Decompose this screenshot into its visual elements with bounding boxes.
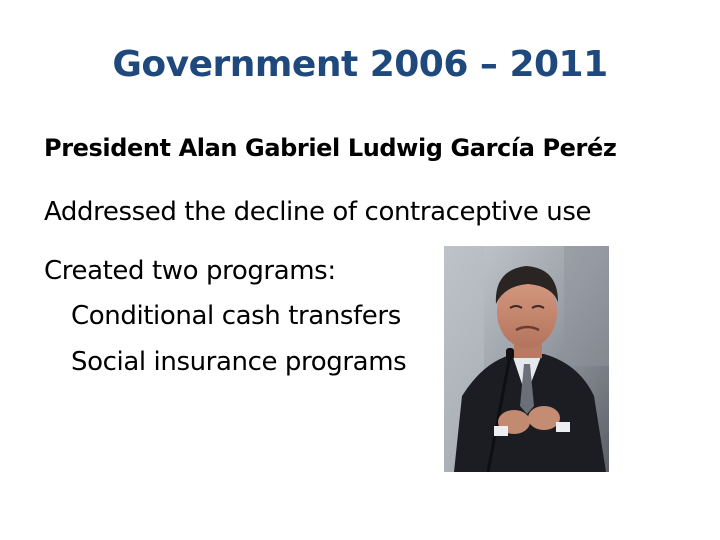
sub-bullet-social-insurance: Social insurance programs <box>71 347 407 377</box>
sub-bullet-cash-transfers: Conditional cash transfers <box>71 301 401 331</box>
president-name: President Alan Gabriel Ludwig García Peréz <box>44 134 617 162</box>
bullet-programs-heading: Created two programs: <box>44 256 336 286</box>
president-photo <box>444 246 609 472</box>
bullet-contraceptive: Addressed the decline of contraceptive use <box>44 197 592 227</box>
slide-title: Government 2006 – 2011 <box>112 44 608 85</box>
